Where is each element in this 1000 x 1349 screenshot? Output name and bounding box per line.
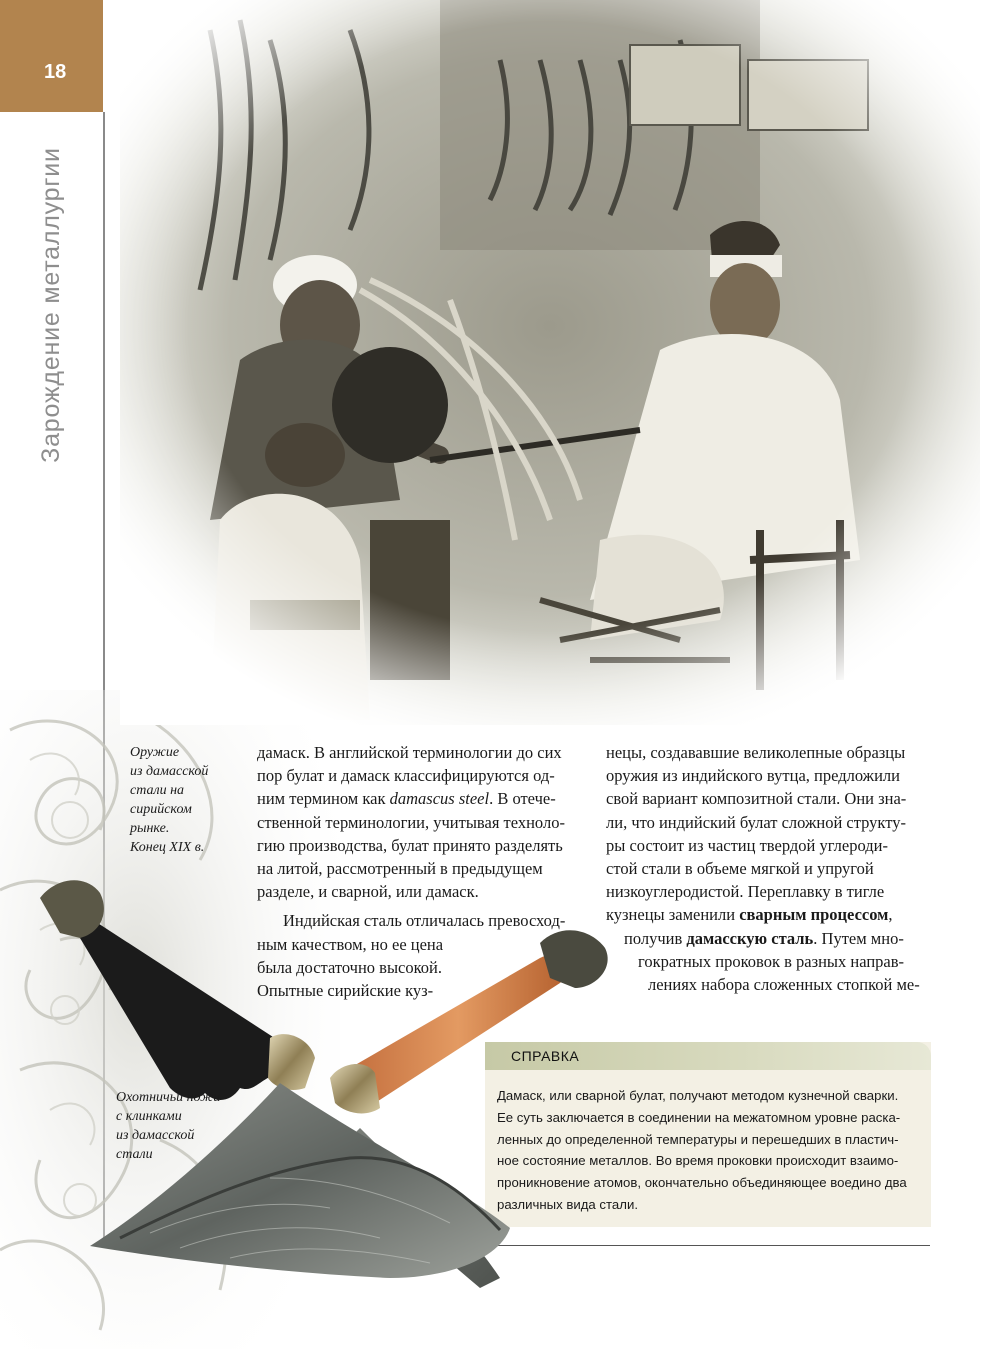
text-line: на литой, рассмотренный в предыдущем [257,859,543,879]
reference-box-title: СПРАВКА [511,1048,580,1064]
term-welding-process: сварным процессом [739,905,889,925]
term-damascus-steel: damascus steel [389,789,490,809]
text-line: различных вида стали. [497,1196,638,1212]
page-number-tab [0,0,103,112]
text-fragment: , [888,905,893,925]
text-line: лениях набора сложенных стопкой ме- [648,975,920,995]
text-line: Дамаск, или сварной булат, получают методом кузнечной сварки. [497,1088,899,1103]
text-line: дамаск. В английской терминологии до сих [257,743,562,762]
text-line: Опытные сирийские куз- [257,981,434,1001]
photo-caption-line: Конец XIX в. [130,840,205,855]
text-fragment: . Путем мно- [813,928,904,948]
paragraph [606,741,928,996]
text-line: гию производства, булат принято разделять [257,835,563,855]
photo-caption-line: сирийском [130,802,192,817]
text-line: ры состоит из частиц твердой углероди- [606,835,888,855]
text-line: гократных проковок в разных направ- [638,951,905,971]
knives-caption [116,1088,246,1164]
text-line [606,927,928,950]
photo-caption-line: стали на [130,783,185,798]
text-fragment: получив [624,928,687,948]
text-line: ленных до определенной температуры и перешедших в пластич- [497,1131,899,1147]
text-line: ственной терминологии, учитывая техноло- [257,812,565,832]
workshop-photo [120,0,980,725]
photo-caption-line: из дамасской [130,764,209,779]
term-damascus-steel-bold: дамасскую сталь [686,928,814,948]
text-column-2 [606,741,928,996]
text-line: нецы, создававшие великолепные образцы [606,743,906,762]
knives-caption-line: стали [116,1147,153,1162]
text-line: стой стали в объеме мягкой и упругой [606,859,874,879]
text-line [257,787,587,810]
text-line: разделе, и сварной, или дамаск. [257,882,479,902]
text-fragment: . В отече- [489,789,556,809]
text-line [606,903,928,926]
text-line: пор булат и дамаск классифицируются од- [257,766,555,786]
knives-caption-line: из дамасской [116,1128,195,1143]
text-line: низкоуглеродистой. Переплавку в тигле [606,882,885,902]
knives-caption-line: Охотничьи ножи [116,1090,221,1105]
text-line: оружия из индийского вутца, предложили [606,766,900,786]
text-line: ным качеством, но ее цена [257,934,444,954]
text-line: Индийская сталь отличалась превосход- [283,911,566,931]
text-fragment: ним термином как [257,789,390,809]
text-line: ное состояние металлов. Во время проковки происходит взаимо- [497,1153,899,1169]
page-number: 18 [44,61,67,83]
photo-caption [130,743,240,857]
text-line: ли, что индийский булат сложной структу- [606,812,906,832]
text-line: свой вариант композитной стали. Они зна- [606,789,907,809]
text-line: проникновение атомов, окончательно объединяющее воедино два [497,1175,907,1191]
photo-caption-line: рынке. [130,821,170,836]
text-line: была достаточно высокой. [257,957,443,977]
text-line: Ее суть заключается в соединении на межатомном уровне раска- [497,1109,901,1125]
text-fragment: кузнецы заменили [606,905,740,925]
photo-caption-line: Оружие [130,745,180,760]
chapter-title: Зарождение металлургии [37,147,65,463]
knives-caption-line: с клинками [116,1109,182,1124]
